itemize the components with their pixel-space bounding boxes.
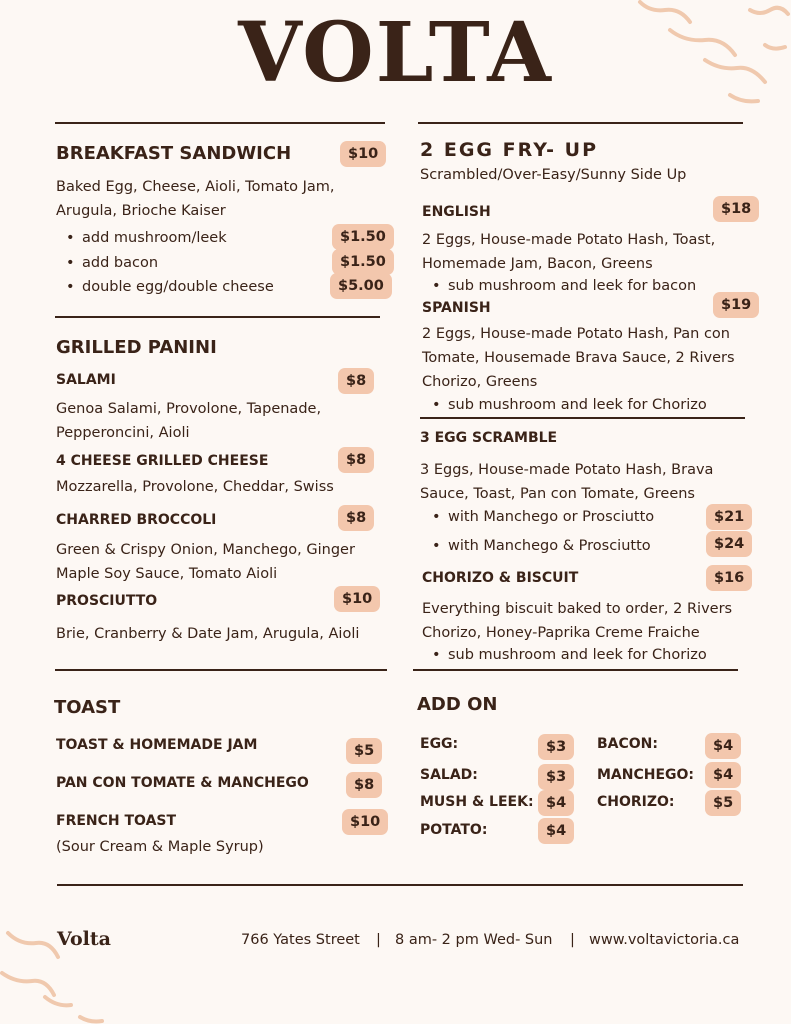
chorizo-biscuit-option: • sub mushroom and leek for Chorizo xyxy=(432,643,707,667)
panini-item-price: $10 xyxy=(334,586,380,612)
panini-item-price: $8 xyxy=(338,447,374,473)
addon-price: $5.00 xyxy=(330,273,392,299)
divider xyxy=(55,669,387,671)
toast-item-price: $8 xyxy=(346,772,382,798)
toast-item-name: FRENCH TOAST xyxy=(56,813,177,829)
panini-item-name: 4 CHEESE GRILLED CHEESE xyxy=(56,453,269,469)
grilled-panini-title: GRILLED PANINI xyxy=(56,337,217,358)
add-on-item-name: MANCHEGO: xyxy=(597,767,695,783)
toast-item-price: $5 xyxy=(346,738,382,764)
panini-item-name: CHARRED BROCCOLI xyxy=(56,512,217,528)
add-on-item-name: CHORIZO: xyxy=(597,794,675,810)
toast-title: TOAST xyxy=(54,697,121,718)
chorizo-biscuit-price: $16 xyxy=(706,565,752,591)
add-on-item-price: $4 xyxy=(538,818,574,844)
panini-item-price: $8 xyxy=(338,505,374,531)
fry-up-item-price: $18 xyxy=(713,196,759,222)
scramble-option-price: $21 xyxy=(706,504,752,530)
fry-up-item-name: ENGLISH xyxy=(422,204,491,220)
fry-up-item-description: 2 Eggs, House-made Potato Hash, Pan con Tomate, Housemade Brava Sauce, 2 Rivers Chorizo, Greens xyxy=(422,326,735,390)
divider xyxy=(413,669,738,671)
add-on-item-name: SALAD: xyxy=(420,767,478,783)
add-on-item-price: $5 xyxy=(705,790,741,816)
footer-website-link[interactable]: www.voltavictoria.ca xyxy=(589,932,740,948)
panini-item-name: PROSCIUTTO xyxy=(56,593,158,609)
fry-up-title: 2 EGG FRY- UP xyxy=(420,139,599,161)
scramble-option: • with Manchego & Prosciutto xyxy=(432,534,651,558)
toast-item-description: (Sour Cream & Maple Syrup) xyxy=(56,839,264,855)
scramble-option-price: $24 xyxy=(706,531,752,557)
toast-item-price: $10 xyxy=(342,809,388,835)
fry-up-subtitle: Scrambled/Over-Easy/Sunny Side Up xyxy=(420,167,687,183)
divider xyxy=(420,417,745,419)
volta-logo: VOLTA xyxy=(238,5,553,101)
add-on-item-price: $4 xyxy=(538,790,574,816)
addon-price: $1.50 xyxy=(332,224,394,250)
add-on-title: ADD ON xyxy=(417,694,498,715)
panini-item-price: $8 xyxy=(338,368,374,394)
chorizo-biscuit-name: CHORIZO & BISCUIT xyxy=(422,570,579,586)
add-on-item-price: $4 xyxy=(705,762,741,788)
fry-up-item-option: • sub mushroom and leek for Chorizo xyxy=(432,393,707,417)
add-on-item-price: $3 xyxy=(538,764,574,790)
footer-separator: | xyxy=(376,932,381,948)
scramble-name: 3 EGG SCRAMBLE xyxy=(420,430,558,446)
divider xyxy=(55,316,380,318)
chorizo-biscuit-description: Everything biscuit baked to order, 2 Rivers Chorizo, Honey-Paprika Creme Fraiche xyxy=(422,601,733,641)
divider xyxy=(57,884,743,886)
panini-item-description: Brie, Cranberry & Date Jam, Arugula, Aioli xyxy=(56,626,360,642)
fry-up-item-name: SPANISH xyxy=(422,300,491,316)
toast-item-name: TOAST & HOMEMADE JAM xyxy=(56,737,258,753)
panini-item-description: Green & Crispy Onion, Manchego, Ginger Maple Soy Sauce, Tomato Aioli xyxy=(56,542,355,582)
add-on-item-name: MUSH & LEEK: xyxy=(420,794,534,810)
addon-item: • add mushroom/leek xyxy=(66,226,227,250)
divider xyxy=(55,122,385,124)
addon-item: • double egg/double cheese xyxy=(66,275,274,299)
fry-up-item-description: 2 Eggs, House-made Potato Hash, Toast, Homemade Jam, Bacon, Greens xyxy=(422,232,716,272)
divider xyxy=(418,122,743,124)
breakfast-sandwich-title: BREAKFAST SANDWICH xyxy=(56,143,292,164)
add-on-item-name: EGG: xyxy=(420,736,459,752)
footer-address: 766 Yates Street xyxy=(241,932,360,948)
addon-item: • add bacon xyxy=(66,251,158,275)
panini-item-name: SALAMI xyxy=(56,372,116,388)
add-on-item-name: POTATO: xyxy=(420,822,488,838)
addon-price: $1.50 xyxy=(332,249,394,275)
fry-up-item-option: • sub mushroom and leek for bacon xyxy=(432,274,696,298)
scramble-option: • with Manchego or Prosciutto xyxy=(432,505,654,529)
add-on-item-price: $4 xyxy=(705,733,741,759)
fry-up-item-price: $19 xyxy=(713,292,759,318)
breakfast-sandwich-description: Baked Egg, Cheese, Aioli, Tomato Jam, Arugula, Brioche Kaiser xyxy=(56,179,335,219)
footer-separator: | xyxy=(570,932,575,948)
panini-item-description: Genoa Salami, Provolone, Tapenade, Pepperoncini, Aioli xyxy=(56,401,322,441)
toast-item-name: PAN CON TOMATE & MANCHEGO xyxy=(56,775,309,791)
breakfast-sandwich-price: $10 xyxy=(340,141,386,167)
add-on-item-price: $3 xyxy=(538,734,574,760)
scramble-description: 3 Eggs, House-made Potato Hash, Brava Sauce, Toast, Pan con Tomate, Greens xyxy=(420,462,714,502)
footer-logo: Volta xyxy=(57,928,111,950)
panini-item-description: Mozzarella, Provolone, Cheddar, Swiss xyxy=(56,479,334,495)
add-on-item-name: BACON: xyxy=(597,736,658,752)
footer-hours: 8 am- 2 pm Wed- Sun xyxy=(395,932,553,948)
